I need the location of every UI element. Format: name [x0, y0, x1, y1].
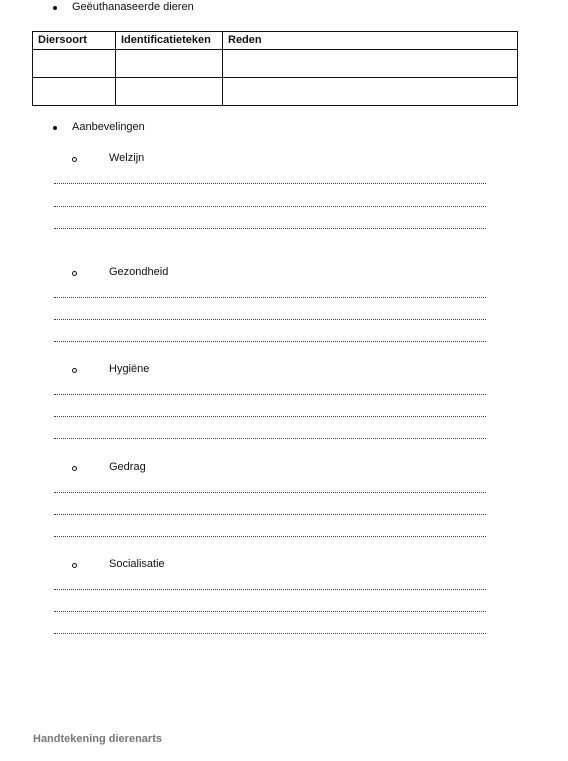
- column-header-diersoort: Diersoort: [33, 32, 116, 50]
- table-cell-identificatieteken[interactable]: [116, 78, 223, 106]
- recommendation-label-hygiene: Hygiëne: [109, 363, 150, 375]
- circle-bullet-icon: [72, 271, 77, 276]
- column-header-reden: Reden: [223, 32, 518, 50]
- recommendation-label-socialisatie: Socialisatie: [109, 558, 165, 570]
- writing-line[interactable]: [54, 589, 486, 590]
- section-title-recommendations: Aanbevelingen: [72, 121, 145, 133]
- writing-line[interactable]: [54, 633, 486, 634]
- table-cell-reden[interactable]: [223, 78, 518, 106]
- circle-bullet-icon: [72, 466, 77, 471]
- bullet-icon: [53, 6, 57, 10]
- table-row: [33, 50, 518, 78]
- writing-line[interactable]: [54, 341, 486, 342]
- writing-line[interactable]: [54, 297, 486, 298]
- circle-bullet-icon: [72, 368, 77, 373]
- writing-line[interactable]: [54, 228, 486, 229]
- writing-line[interactable]: [54, 183, 486, 184]
- table-cell-identificatieteken[interactable]: [116, 50, 223, 78]
- table-cell-diersoort[interactable]: [33, 78, 116, 106]
- writing-line[interactable]: [54, 438, 486, 439]
- recommendation-label-gezondheid: Gezondheid: [109, 266, 169, 278]
- table-row: [33, 78, 518, 106]
- writing-line[interactable]: [54, 611, 486, 612]
- table-cell-diersoort[interactable]: [33, 50, 116, 78]
- writing-line[interactable]: [54, 492, 486, 493]
- bullet-icon: [53, 126, 57, 130]
- recommendation-label-welzijn: Welzijn: [109, 152, 145, 164]
- writing-line[interactable]: [54, 206, 486, 207]
- writing-line[interactable]: [54, 319, 486, 320]
- euthanized-table: [32, 31, 518, 106]
- recommendation-label-gedrag: Gedrag: [109, 461, 146, 473]
- column-header-identificatieteken: Identificatieteken: [116, 32, 223, 50]
- writing-line[interactable]: [54, 536, 486, 537]
- circle-bullet-icon: [72, 157, 77, 162]
- section-title-euthanized: Geëuthanaseerde dieren: [72, 1, 194, 13]
- table-header-row: [33, 32, 518, 50]
- writing-line[interactable]: [54, 416, 486, 417]
- circle-bullet-icon: [72, 563, 77, 568]
- writing-line[interactable]: [54, 394, 486, 395]
- writing-line[interactable]: [54, 514, 486, 515]
- table-cell-reden[interactable]: [223, 50, 518, 78]
- signature-label: Handtekening dierenarts: [33, 733, 162, 745]
